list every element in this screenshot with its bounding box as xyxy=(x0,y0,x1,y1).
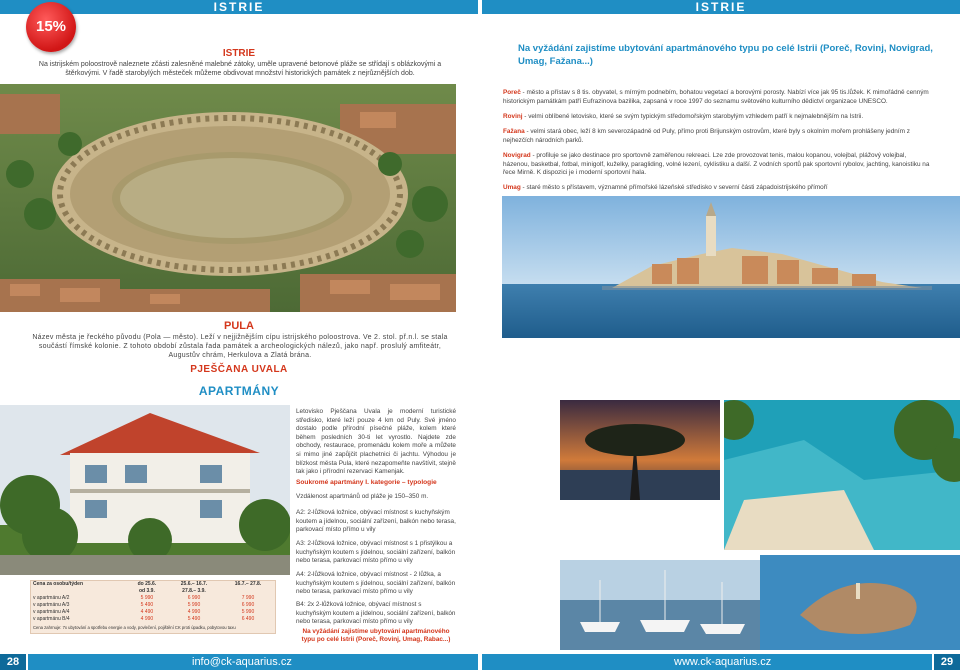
category-title: Soukromé apartmány I. kategorie – typologie xyxy=(296,479,437,486)
left-footer-bar xyxy=(28,654,478,670)
sunset-tree-photo xyxy=(560,400,720,500)
rovinj-photo xyxy=(502,196,960,338)
price-header-label: Cena za osobu/týden xyxy=(33,581,84,587)
beach-photo xyxy=(724,400,960,550)
pjescana-text: Letovisko Pješčana Uvala je moderní turistické středisko, které leží pouze 4 km od Puly. Své jméno dostalo podle přírodní písečné pláže, kolem které během posledních 30-ti let vyrostlo. Najdete zde obchody, restaurace, promenádu kolem moře a můžete si mimo jiné zapůjčit plachetnici či jachtu. Výhodou je blízkost města Pula, které nezapomeňte navštívit, stejně tak jako i přírodní rezervaci Kamenjak. xyxy=(296,408,456,476)
left-page-number: 28 xyxy=(0,654,26,670)
table-row: v apartmánu A/3 5 490 5 990 6 990 xyxy=(33,602,255,608)
price-includes: Cena zahrnuje: 7x ubytování a spotřebu energie a vody, povlečení, pojištění CK proti úpadku, pobytovou taxu xyxy=(33,625,236,630)
pjescana-title: PJEŠČANA UVALA xyxy=(190,364,288,375)
town-rovinj: Rovinj - velmi oblíbené letovisko, které se svým typickým středomořským starobylým vzhledem patří k nejmalebnějším na Istrii. xyxy=(503,113,864,120)
price-col-1b: od 3.9. xyxy=(139,588,155,594)
right-headline: Na vyžádání zajistíme ubytování apartmánového typu po celé Istrii (Poreč, Rovinj, Novigrad, Umag, Fažana...) xyxy=(518,43,933,67)
istrie-intro: Na istrijském poloostrově naleznete zčásti zalesněné malebné zátoky, uměle upravené betonové pláže se střídají s oblázkovými a štěrkovými. V řadě starobylých městeček můžeme obdivovat množství historických památek z nejrůznějších dob. xyxy=(38,61,442,77)
footer-web-link[interactable]: www.ck-aquarius.cz xyxy=(674,656,772,668)
left-header-bar xyxy=(0,0,478,14)
apartment-b4: B4: 2x 2-lůžková ložnice, obývací místnost s kuchyňským koutem a jídelnou, sociální zařízení, balkón nebo terasa, parkovací místo přímo u vily xyxy=(296,601,456,626)
request-note: Na vyžádání zajistíme ubytování apartmánového typu po celé Istrii (Poreč, Rovinj, Umag, Rabac...) xyxy=(301,628,451,644)
right-header-bar xyxy=(482,0,960,14)
harbour-boats-photo xyxy=(560,560,760,650)
price-col-3: 16.7.– 27.8. xyxy=(234,581,262,587)
right-footer-bar xyxy=(482,654,932,670)
left-header-title: ISTRIE xyxy=(213,0,265,14)
pula-title: PULA xyxy=(224,320,254,332)
apartmany-title: APARTMÁNY xyxy=(198,384,280,398)
peninsula-aerial-photo xyxy=(760,555,960,650)
distance-note: Vzdálenost apartmánů od pláže je 150–350 m. xyxy=(296,493,429,500)
price-col-2: 25.6.– 16.7. xyxy=(180,581,208,587)
istrie-title: ISTRIE xyxy=(222,48,256,59)
villa-photo xyxy=(0,405,290,575)
price-col-2b: 27.8.– 3.9. xyxy=(182,588,206,594)
discount-badge: 15% xyxy=(26,2,76,52)
apartment-a4: A4: 2-lůžková ložnice, obývací místnost - 2 lůžka, a kuchyňským koutem s jídelnou, sociální zařízení, balkón nebo terasa, parkovací místo přímo u vily xyxy=(296,571,456,596)
footer-email-link[interactable]: info@ck-aquarius.cz xyxy=(192,656,292,668)
price-table xyxy=(31,581,275,623)
table-row: v apartmánu A/4 4 490 4 990 5 990 xyxy=(33,609,255,615)
town-novigrad: Novigrad - profiluje se jako destinace pro sportovně zaměřenou rekreaci. Lze zde provozovat tenis, malou kopanou, volejbal, plážový volejbal, házenou, basketbal, fotbal, minigolf, kuželky, paragliding, volné lezení, cyklistiku a další. Z vodních sportů pak sportovní rybolov, jachting, kanoistiku na řece Mirně. K dispozici je i moderní sportovní hala. xyxy=(503,152,930,177)
price-table-box xyxy=(30,580,276,634)
right-page-number: 29 xyxy=(934,654,960,670)
town-porec: Poreč - město a přístav s 8 tis. obyvatel, s mírným podnebím, bohatou vegetací a borovými porosty. Nabízí více jak 95 tis.lůžek. K mimořádně cenným historickým památkám patří Eufrazinova bazilika, zapsaná v roce 1997 do seznamu světového kulturního dědictví organizace UNESCO. xyxy=(503,89,929,105)
price-col-1: do 25.6. xyxy=(137,581,157,587)
town-fazana: Fažana - velmi stará obec, leží 8 km severozápadně od Puly, přímo proti Brijunským ostrovům, které byly s okolním mořem prohlášeny jedním z nejhezčích národních parků. xyxy=(503,128,910,144)
pula-text: Název města je řeckého původu (Pola — město). Leží v nejjižnějším cípu istrijského poloostrova. Ve 2. stol. př.n.l. se stala součástí římské kolonie. Z tohoto období zůstala řada památek a archeologických nálezů, jako např. proslulý amfiteátr, Augustův chrám, Herkulova a Zlatá brána. xyxy=(32,334,448,359)
right-header-title: ISTRIE xyxy=(695,0,747,14)
apartment-a3: A3: 2-lůžková ložnice, obývací místnost s 1 přistýlkou a kuchyňským koutem s jídelnou, sociální zařízení, balkón nebo terasa, parkovací místo přímo u vily xyxy=(296,540,456,565)
town-umag: Umag - staré město s přístavem, významné přímořské lázeňské středisko v severní části západoistrijského přímoří xyxy=(503,184,828,191)
pula-amphitheatre-photo xyxy=(0,84,456,312)
table-row: v apartmánu A/2 5 990 6 990 7 990 xyxy=(33,595,255,601)
apartment-a2: A2: 2-lůžková ložnice, obývací místnost s kuchyňským koutem a jídelnou, sociální zařízení, balkón nebo terasa, parkovací místo přímo u vily xyxy=(296,509,456,534)
table-row: v apartmánu B/4 4 990 5 490 6 490 xyxy=(33,616,255,622)
